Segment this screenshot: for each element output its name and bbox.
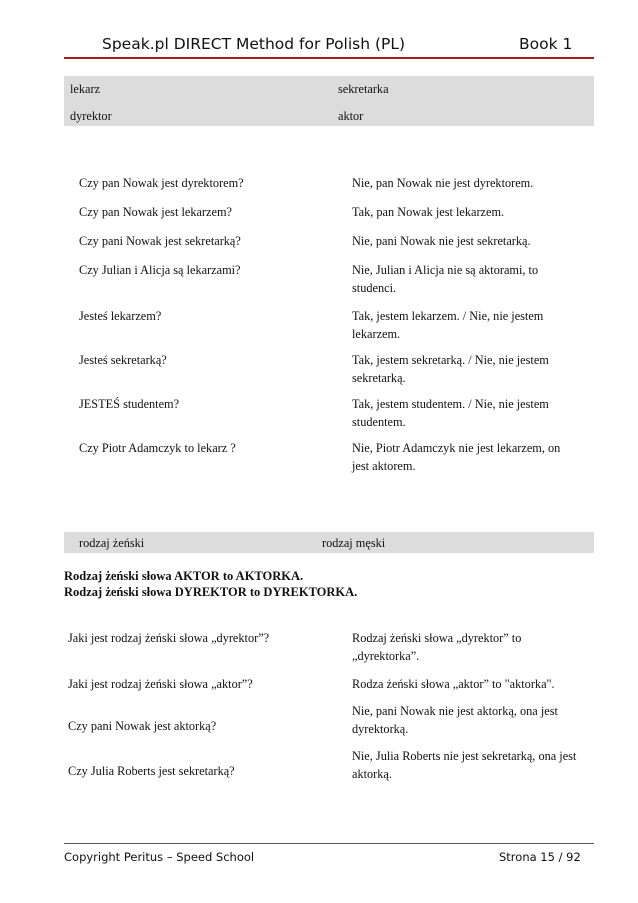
- vocab-cell: sekretarka: [338, 82, 389, 96]
- question-text: Czy pani Nowak jest aktorką?: [68, 719, 217, 733]
- answer-text: Rodzaj żeński słowa „dyrektor” to „dyrektorka”.: [352, 631, 522, 663]
- question-text: Czy pan Nowak jest dyrektorem?: [79, 176, 244, 190]
- gender-feminine-label: rodzaj żeński: [79, 536, 145, 550]
- answer-text: Rodza żeński słowa „aktor” to "aktorka".: [352, 677, 555, 691]
- answer-text: Tak, jestem studentem. / Nie, nie jestem studentem.: [352, 397, 549, 429]
- vocab-cell: aktor: [338, 109, 364, 123]
- question-text: Jaki jest rodzaj żeński słowa „aktor”?: [68, 677, 253, 691]
- footer-rule: [64, 843, 594, 844]
- question-text: Jesteś sekretarką?: [79, 353, 167, 367]
- answer-text: Tak, jestem lekarzem. / Nie, nie jestem lekarzem.: [352, 309, 544, 341]
- question-text: JESTEŚ studentem?: [79, 397, 180, 411]
- header-book: Book 1: [519, 35, 573, 53]
- footer-page-number: Strona 15 / 92: [499, 850, 581, 864]
- rule-text: Rodzaj żeński słowa AKTOR to AKTORKA.: [64, 569, 304, 583]
- question-text: Jesteś lekarzem?: [79, 309, 162, 323]
- question-text: Czy pani Nowak jest sekretarką?: [79, 234, 241, 248]
- header-title: Speak.pl DIRECT Method for Polish (PL): [102, 35, 406, 53]
- vocab-table: [64, 76, 594, 126]
- header-rule: [64, 57, 594, 59]
- question-text: Jaki jest rodzaj żeński słowa „dyrektor”?: [68, 631, 270, 645]
- answer-text: Nie, Julian i Alicja nie są aktorami, to studenci.: [352, 263, 539, 295]
- vocab-cell: lekarz: [70, 82, 101, 96]
- answer-text: Tak, pan Nowak jest lekarzem.: [352, 205, 505, 219]
- question-text: Czy pan Nowak jest lekarzem?: [79, 205, 232, 219]
- answer-text: Nie, Julia Roberts nie jest sekretarką, ona jest aktorką.: [352, 749, 577, 781]
- footer-copyright: Copyright Peritus – Speed School: [64, 850, 255, 864]
- question-text: Czy Julian i Alicja są lekarzami?: [79, 263, 241, 277]
- gender-masculine-label: rodzaj męski: [322, 536, 386, 550]
- answer-text: Nie, Piotr Adamczyk nie jest lekarzem, on jest aktorem.: [352, 441, 561, 473]
- vocab-cell: dyrektor: [70, 109, 112, 123]
- answer-text: Nie, pani Nowak nie jest sekretarką.: [352, 234, 531, 248]
- answer-text: Tak, jestem sekretarką. / Nie, nie jestem sekretarką.: [352, 353, 549, 385]
- rule-text: Rodzaj żeński słowa DYREKTOR to DYREKTORKA.: [64, 585, 358, 599]
- question-text: Czy Julia Roberts jest sekretarką?: [68, 764, 235, 778]
- question-text: Czy Piotr Adamczyk to lekarz ?: [79, 441, 236, 455]
- answer-text: Nie, pan Nowak nie jest dyrektorem.: [352, 176, 534, 190]
- answer-text: Nie, pani Nowak nie jest aktorką, ona jest dyrektorką.: [352, 704, 558, 736]
